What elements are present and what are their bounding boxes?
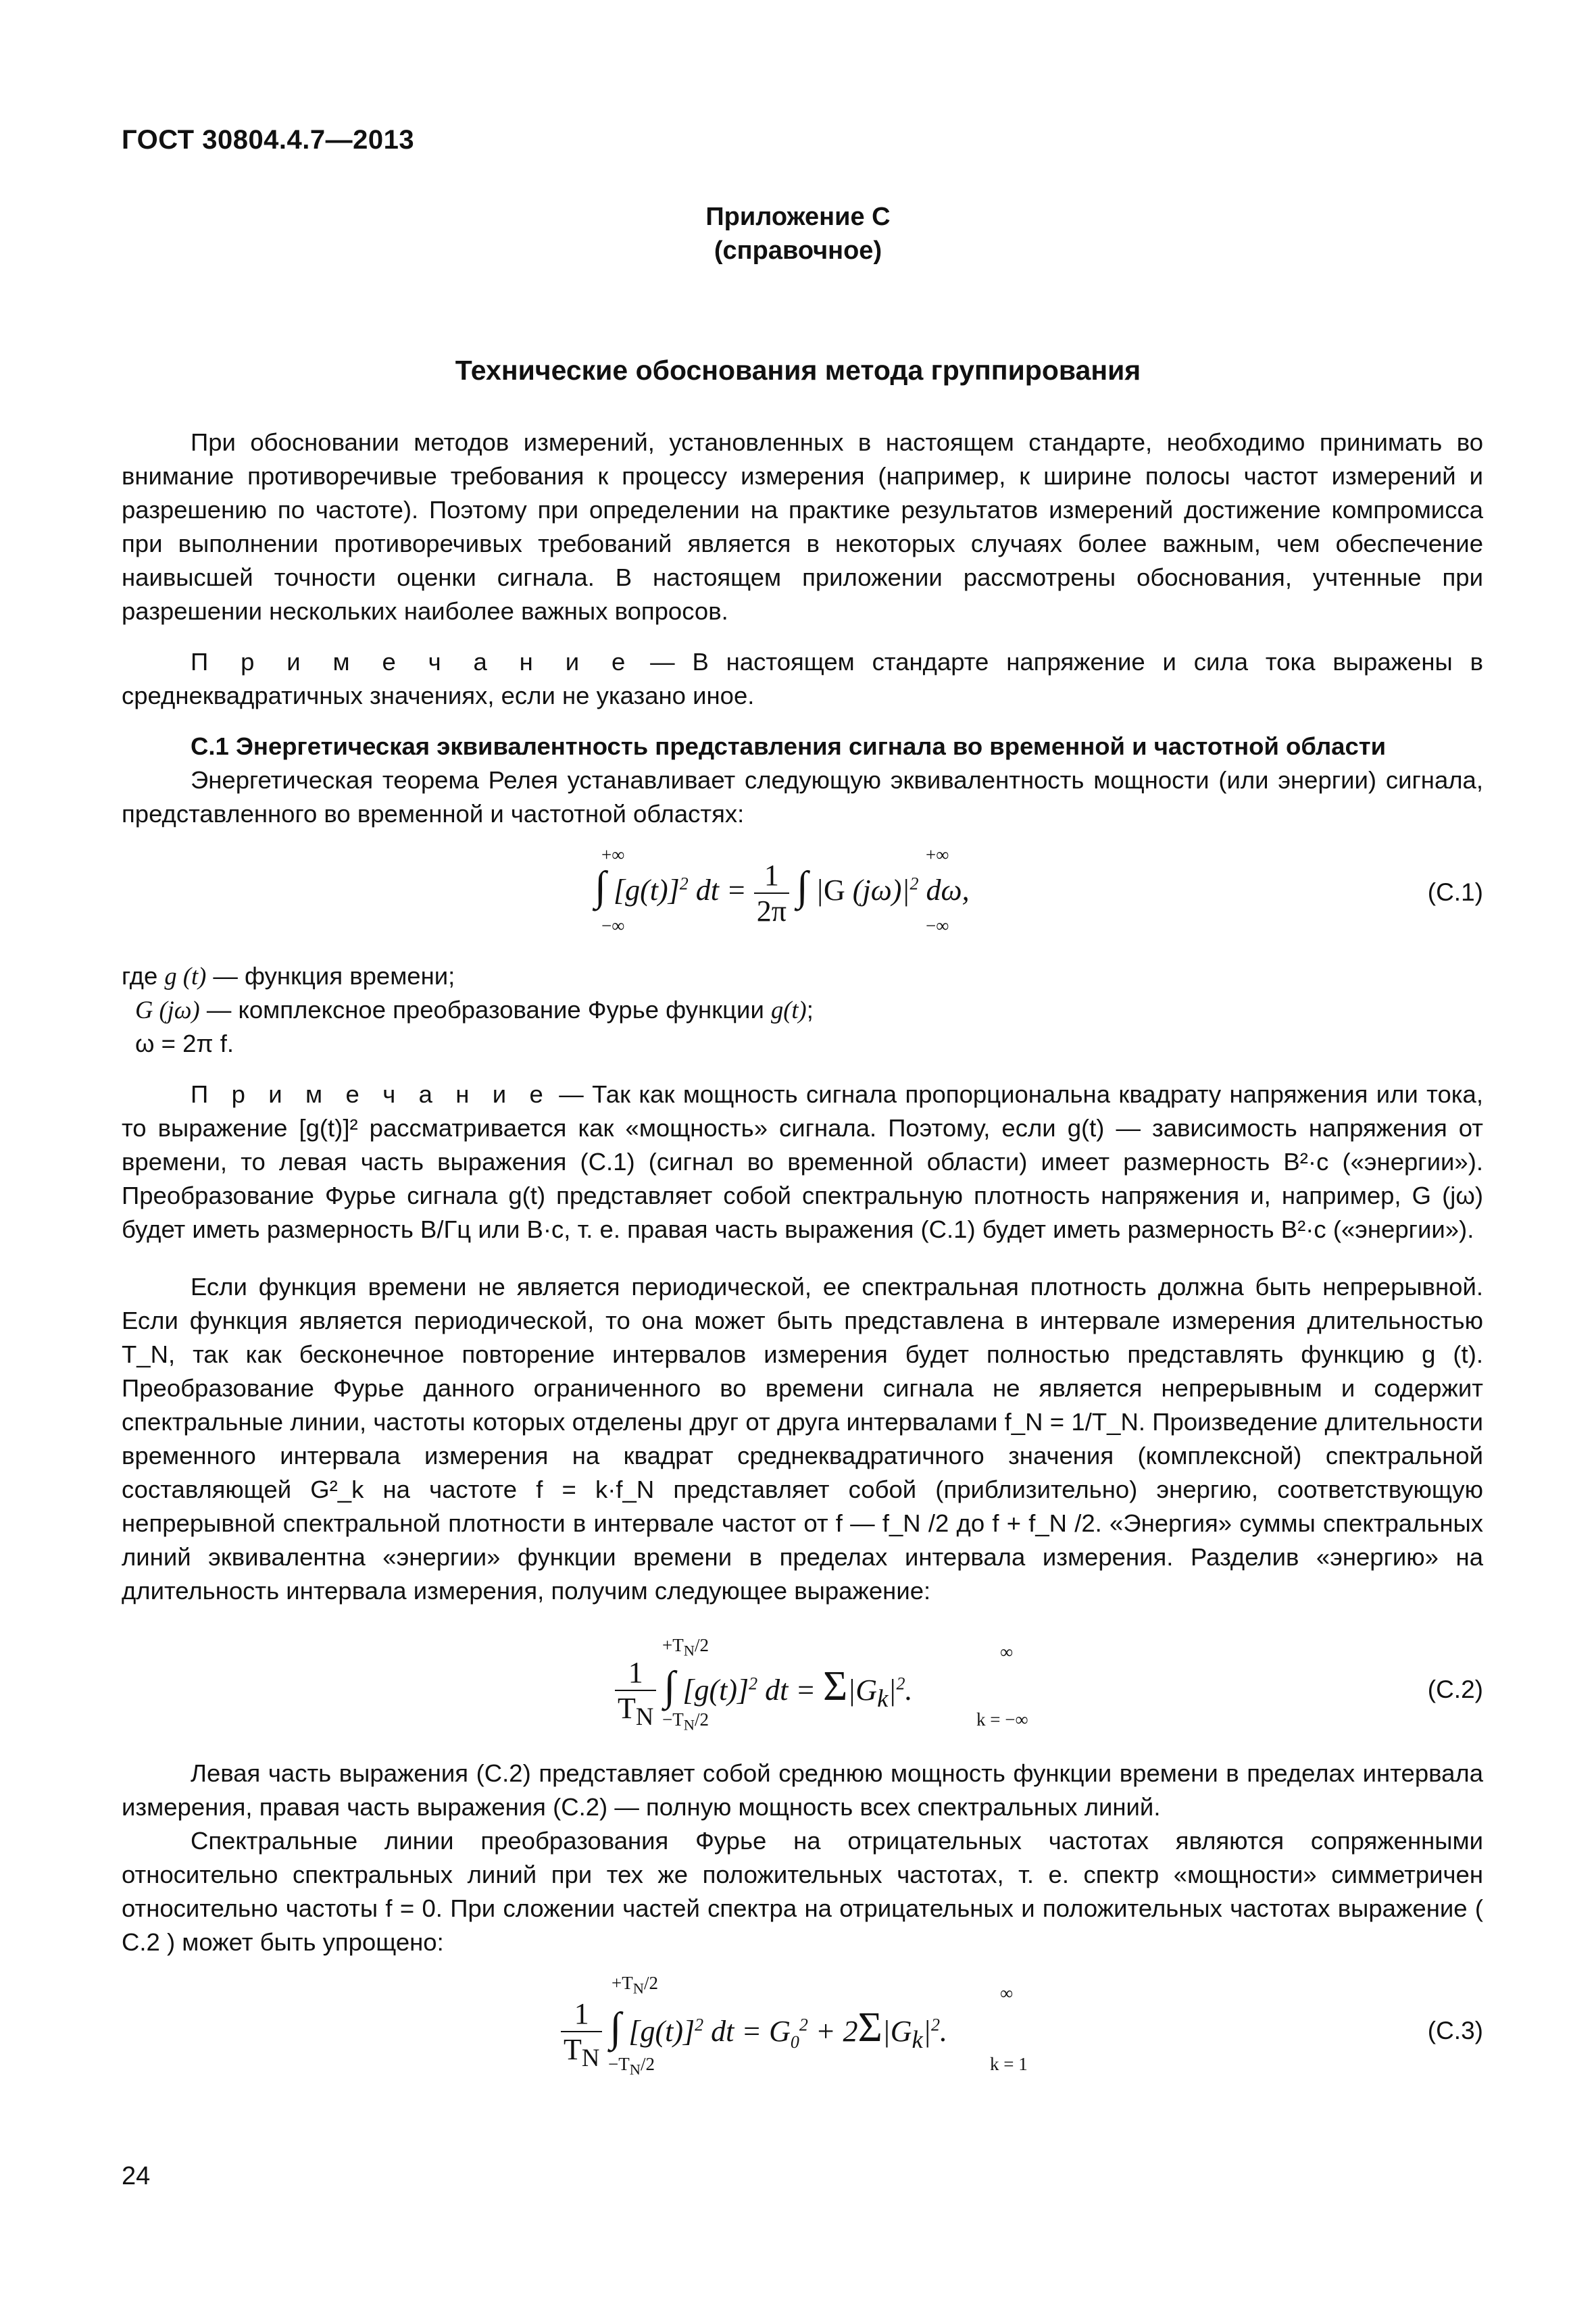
equation-c2-number: (С.2) (1427, 1676, 1483, 1703)
spectral-lines-paragraph: Спектральные линии преобразования Фурье на отрицательных частотах являются сопряженными относительно спектральных линий при тех же положительных частотах, т. е. спектр «мощности» симметричен относительно частоты f = 0. При сложении частей спектра на отрицательных и положительных частотах выражение ( С.2 ) может быть упрощено: (122, 1827, 1483, 1956)
left-part-paragraph: Левая часть выражения (С.2) представляет собой среднюю мощность функции времени в пределах интервала измерения, правая часть выражения (С.2) — полную мощность всех спектральных линий. (122, 1759, 1483, 1821)
section-heading: С.1 Энергетическая эквивалентность представления сигнала во временной и частотной области (191, 732, 1387, 760)
page-number: 24 (122, 2162, 151, 2190)
standard-header: ГОСТ 30804.4.7—2013 (122, 125, 415, 155)
where-line-1: где g (t) — функция времени; (122, 962, 455, 990)
appendix-name: Приложение С (705, 203, 891, 231)
intro-paragraph: При обосновании методов измерений, установленных в настоящем стандарте, необходимо принимать во внимание противоречивые требования к процессу измерения (например, к ширине полосы частот измерений и разрешению по частоте). Поэтому при определении на практике результатов измерений достижение компромисса при выполнении противоречивых требований является в некоторых случаях более важным, чем обеспечение наивысшей точности оценки сигнала. В настоящем приложении рассмотрены обоснования, учтенные при разрешении нескольких наиболее важных вопросов. (122, 428, 1483, 625)
note-1 (122, 645, 1483, 713)
where-line-2: G (jω) — комплексное преобразование Фурье функции g(t); (135, 996, 814, 1024)
equation-c1: +∞ ∫ $[g(t)]^2$ dt = $\frac{1}{2\pi}$ ∫ |G $(j\omega)|^2$ dω, −∞ +∞ −∞ (С.1) (595, 845, 1483, 936)
equation-c2: $+T_N/2$ $\frac{1}{T_N}$ ∫ $[g(t)]^2$ dt = $\Sigma|G_k|^2$. $-T_N/2$ ∞ k = −∞ (С.2) (122, 1635, 1483, 1736)
page-title: Технические обоснования метода группирования (455, 355, 1141, 386)
note-1-label: П р и м е ч а н и е (191, 648, 633, 676)
periodic-paragraph: Если функция времени не является периодической, ее спектральная плотность должна быть непрерывной. Если функция является периодической, то она может быть представлена в интервале измерения длительностью T_N, так как бесконечное повторение интервалов измерения будет полностью представлять функцию g (t). Преобразование Фурье данного ограниченного во времени сигнала не является непрерывным и содержит спектральные линии, частоты которых отделены друг от друга интервалами f_N = 1/T_N. Произведение длительности временного интервала измерения на квадрат среднеквадратичного значения (комплексной) спектральной составляющей G²_k на частоте f = k·f_N представляет собой (приблизительно) энергию, соответствующую непрерывной спектральной плотности в интервале частот от f — f_N /2 до f + f_N /2. «Энергия» суммы спектральных линий эквивалентна «энергии» функции времени в пределах интервала измерения. Разделив «энергию» на длительность интервала измерения, получим следующее выражение: (122, 1273, 1483, 1605)
where-line-3: ω = 2π f. (135, 1030, 234, 1057)
note-2-text: — Так как мощность сигнала пропорциональна квадрату напряжения или тока, то выражение [g(t)]² рассматривается как «мощность» сигнала. Поэтому, если g(t) — зависимость напряжения от времени, то левая часть выражения (С.1) (сигнал во временной области) имеет размерность В²·с («энергии»). Преобразование Фурье сигнала g(t) представляет собой спектральную плотность напряжения и, например, G (jω) будет иметь размерность В/Гц или В·с, т. е. правая часть выражения (С.1) будет иметь размерность В²·с («энергии»). (122, 1080, 1484, 1243)
note-2 (122, 1078, 1483, 1247)
appendix-type: (справочное) (714, 236, 882, 265)
equation-c3: $+T_N/2$ $\frac{1}{T_N}$ ∫ $[g(t)]^2$ dt = $G_0^2 + 2\Sigma|G_k|^2$. $-T_N/2$ ∞ k = 1 (С.3) (122, 1973, 1483, 2088)
note-1-text: — В настоящем стандарте напряжение и сила тока выражены в среднеквадратичных значениях, если не указано иное. (122, 648, 1483, 709)
section-lead: Энергетическая теорема Релея устанавливает следующую эквивалентность мощности (или энергии) сигнала, представленного во временной и частотной областях: (122, 766, 1483, 828)
equation-c3-number: (С.3) (1427, 2017, 1483, 2044)
equation-c1-number: (С.1) (1427, 878, 1483, 906)
note-2-label: П р и м е ч а н и е (191, 1080, 551, 1108)
